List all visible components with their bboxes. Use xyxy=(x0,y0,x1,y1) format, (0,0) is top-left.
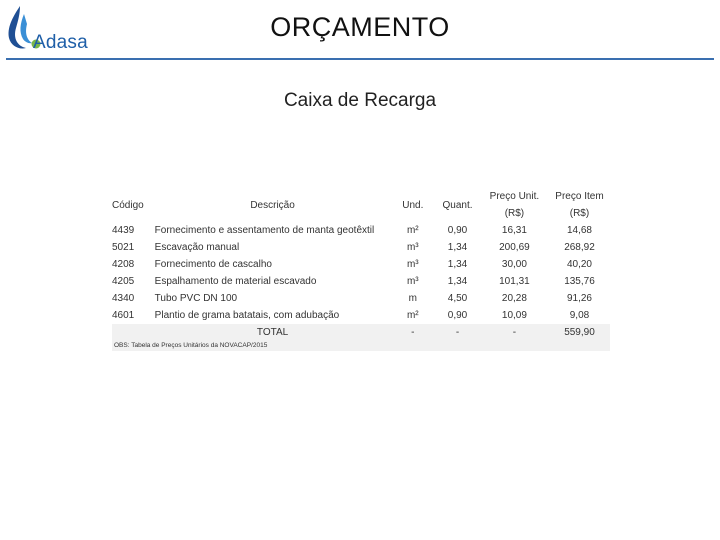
total-unit: - xyxy=(390,324,435,341)
table-row xyxy=(112,290,610,307)
section-subtitle: Caixa de Recarga xyxy=(283,90,437,111)
row-description: Espalhamento de material escavado xyxy=(154,276,317,287)
price-source-note: OBS: Tabela de Preços Unitários da NOVACAP/2015 xyxy=(112,341,610,351)
row-description: Fornecimento de cascalho xyxy=(154,259,272,270)
table-row xyxy=(112,307,610,324)
header-divider xyxy=(6,58,714,60)
table-row xyxy=(112,239,610,256)
table-row xyxy=(112,256,610,273)
total-label: TOTAL xyxy=(155,324,391,341)
page-title: ORÇAMENTO xyxy=(270,12,450,42)
row-item-price: 268,92 xyxy=(564,242,595,253)
row-quantity: 1,34 xyxy=(447,242,468,253)
row-item-price: 9,08 xyxy=(569,310,590,321)
header-unit-price: Preço Unit. (R$) xyxy=(489,191,540,219)
row-unit: m³ xyxy=(406,276,419,287)
total-unit-price: - xyxy=(480,324,549,341)
row-description: Escavação manual xyxy=(154,242,240,253)
table-row xyxy=(112,273,610,290)
row-description: Fornecimento e assentamento de manta geotêxtil xyxy=(154,225,375,236)
row-quantity: 1,34 xyxy=(447,259,468,270)
header-unit: Und. xyxy=(402,199,424,211)
header-description: Descrição xyxy=(250,199,295,211)
row-quantity: 0,90 xyxy=(447,225,468,236)
total-item-price: 559,90 xyxy=(549,324,610,341)
row-unit: m³ xyxy=(406,242,419,253)
budget-table xyxy=(112,188,610,351)
row-unit-price: 30,00 xyxy=(501,259,527,270)
row-quantity: 0,90 xyxy=(447,310,468,321)
row-unit: m³ xyxy=(406,259,419,270)
row-code: 4439 xyxy=(112,225,135,236)
row-code: 4208 xyxy=(112,259,135,270)
total-row xyxy=(112,324,610,341)
row-code: 5021 xyxy=(112,242,135,253)
row-description: Plantio de grama batatais, com adubação xyxy=(154,310,340,321)
header-item-price: Preço Item (R$) xyxy=(555,191,604,219)
row-item-price: 91,26 xyxy=(566,293,592,304)
table-row xyxy=(112,222,610,239)
row-code: 4601 xyxy=(112,310,135,321)
row-code: 4205 xyxy=(112,276,135,287)
row-quantity: 4,50 xyxy=(447,293,468,304)
header-quantity: Quant. xyxy=(442,199,473,211)
row-quantity: 1,34 xyxy=(447,276,468,287)
row-item-price: 135,76 xyxy=(564,276,595,287)
total-quantity: - xyxy=(435,324,480,341)
row-unit: m xyxy=(408,293,417,304)
note-row xyxy=(112,341,610,351)
header-code: Código xyxy=(112,199,144,211)
logo-text: Adasa xyxy=(33,32,88,53)
total-code-blank xyxy=(112,324,155,341)
row-item-price: 40,20 xyxy=(566,259,592,270)
row-unit-price: 10,09 xyxy=(501,310,527,321)
row-description: Tubo PVC DN 100 xyxy=(154,293,238,304)
table-header-row xyxy=(112,188,610,222)
row-unit-price: 20,28 xyxy=(501,293,527,304)
row-unit: m² xyxy=(406,310,419,321)
row-unit-price: 101,31 xyxy=(499,276,530,287)
row-unit: m² xyxy=(406,225,419,236)
row-unit-price: 200,69 xyxy=(499,242,530,253)
row-unit-price: 16,31 xyxy=(501,225,527,236)
row-code: 4340 xyxy=(112,293,135,304)
row-item-price: 14,68 xyxy=(566,225,592,236)
